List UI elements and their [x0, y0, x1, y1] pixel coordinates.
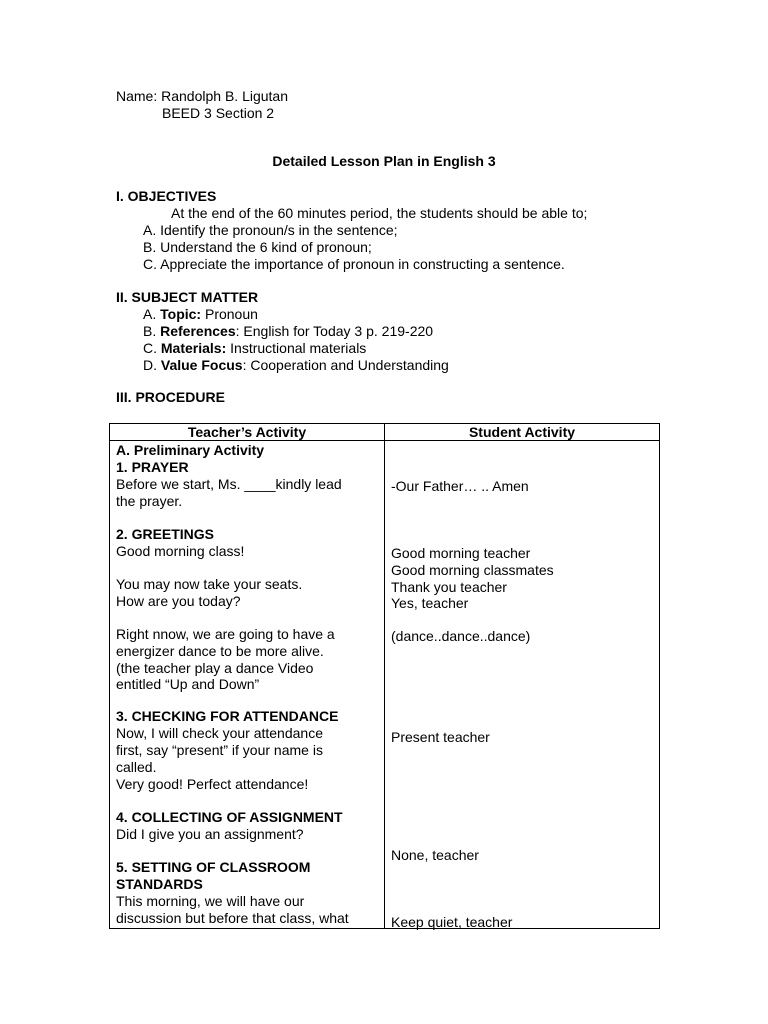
teacher-line: Did I give you an assignment?: [116, 826, 304, 842]
document-title: Detailed Lesson Plan in English 3: [272, 153, 496, 169]
student-line: Thank you teacher: [391, 579, 507, 595]
objective-item: A. Identify the pronoun/s in the sentence;: [143, 222, 398, 238]
teacher-line: This morning, we will have our: [116, 893, 305, 909]
student-line: Good morning teacher: [391, 545, 531, 561]
student-line: -Our Father… .. Amen: [391, 478, 529, 494]
subject-matter-item: C. Materials: Instructional materials: [143, 340, 367, 356]
student-line: Good morning classmates: [391, 562, 554, 578]
teacher-line: 3. CHECKING FOR ATTENDANCE: [116, 708, 339, 724]
teacher-line: STANDARDS: [116, 876, 203, 892]
teacher-line: 1. PRAYER: [116, 459, 189, 475]
teacher-activity-header: Teacher’s Activity: [110, 424, 385, 441]
student-name: Name: Randolph B. Ligutan: [116, 88, 288, 104]
teacher-line: Before we start, Ms. ____kindly lead: [116, 476, 342, 492]
student-line: Keep quiet, teacher: [391, 914, 513, 930]
teacher-line: Good morning class!: [116, 543, 245, 559]
student-line: (dance..dance..dance): [391, 628, 531, 644]
teacher-line: the prayer.: [116, 493, 183, 509]
objectives-heading: I. OBJECTIVES: [116, 188, 217, 204]
teacher-line: You may now take your seats.: [116, 576, 303, 592]
teacher-line: Right nnow, we are going to have a: [116, 626, 335, 642]
student-activity-cell: [385, 441, 660, 929]
objective-item: B. Understand the 6 kind of pronoun;: [143, 239, 372, 255]
student-line: None, teacher: [391, 847, 479, 863]
teacher-line: discussion but before that class, what: [116, 910, 349, 926]
procedure-table: [109, 423, 660, 929]
teacher-line: A. Preliminary Activity: [116, 442, 265, 458]
teacher-line: energizer dance to be more alive.: [116, 643, 324, 659]
student-line: Yes, teacher: [391, 595, 469, 611]
subject-matter-heading: II. SUBJECT MATTER: [116, 289, 259, 305]
teacher-line: Now, I will check your attendance: [116, 725, 323, 741]
procedure-heading: III. PROCEDURE: [116, 389, 225, 405]
student-section: BEED 3 Section 2: [162, 105, 275, 121]
teacher-activity-cell: [110, 441, 385, 929]
objective-item: C. Appreciate the importance of pronoun in constructing a sentence.: [143, 256, 565, 272]
student-activity-header: Student Activity: [385, 424, 660, 441]
subject-matter-item: A. Topic: Pronoun: [143, 306, 258, 322]
teacher-line: Very good! Perfect attendance!: [116, 776, 309, 792]
teacher-line: 2. GREETINGS: [116, 526, 215, 542]
subject-matter-item: D. Value Focus: Cooperation and Understanding: [143, 357, 449, 373]
teacher-line: (the teacher play a dance Video: [116, 660, 314, 676]
teacher-line: 4. COLLECTING OF ASSIGNMENT: [116, 809, 343, 825]
student-line: Present teacher: [391, 729, 490, 745]
teacher-line: entitled “Up and Down”: [116, 676, 260, 692]
objectives-intro: At the end of the 60 minutes period, the students should be able to;: [171, 205, 588, 221]
teacher-line: 5. SETTING OF CLASSROOM: [116, 859, 311, 875]
subject-matter-item: B. References: English for Today 3 p. 219-220: [143, 323, 434, 339]
teacher-line: called.: [116, 759, 157, 775]
teacher-line: How are you today?: [116, 593, 241, 609]
teacher-line: first, say “present” if your name is: [116, 742, 323, 758]
